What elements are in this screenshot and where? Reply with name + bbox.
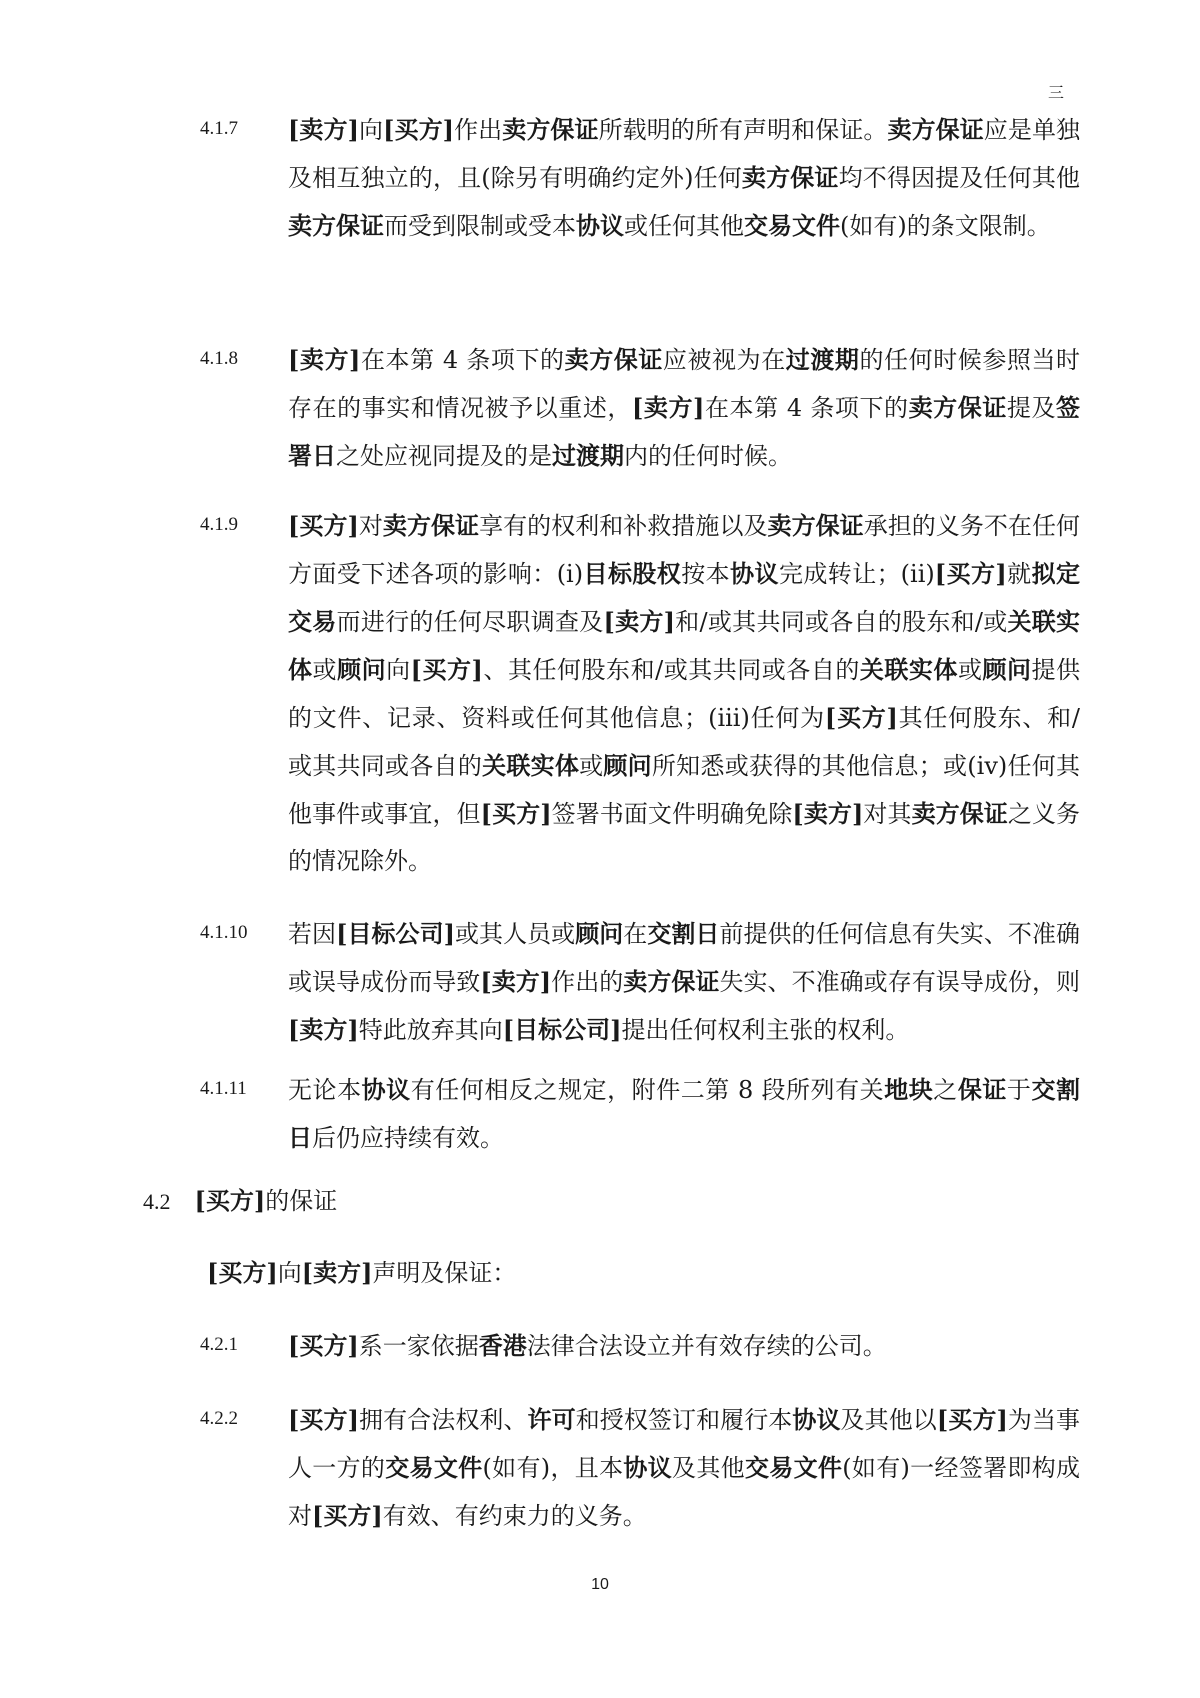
section-intro: [买方]向[卖方]声明及保证：	[207, 1258, 517, 1287]
clause-number: 4.1.9	[200, 514, 238, 535]
clause-number: 4.1.7	[200, 118, 238, 139]
section-number: 4.2	[143, 1189, 171, 1214]
clause-number: 4.1.8	[200, 348, 238, 369]
clause-4-2-2	[200, 1396, 1080, 1540]
header-mark: 三	[1048, 83, 1065, 102]
clause-4-1-8	[200, 336, 1080, 480]
clause-text: 若因[目标公司]或其人员或顾问在交割日前提供的任何信息有失实、不准确或误导成份而导致[卖方]作出的卖方保证失实、不准确或存有误导成份，则[卖方]特此放弃其向[目标公司]提出任何权利主张的权利。	[288, 919, 1081, 1044]
clause-4-1-10	[200, 910, 1080, 1054]
page-number: 10	[591, 1576, 609, 1593]
clause-text: [卖方]向[买方]作出卖方保证所载明的所有声明和保证。卖方保证应是单独及相互独立的，且(除另有明确约定外)任何卖方保证均不得因提及任何其他卖方保证而受到限制或受本协议或任何其他交易文件(如有)的条文限制。	[288, 115, 1081, 240]
clause-4-1-7	[200, 106, 1080, 250]
clause-number: 4.1.10	[200, 922, 248, 943]
clause-4-2-1	[200, 1322, 1080, 1370]
clause-text: [买方]拥有合法权利、许可和授权签订和履行本协议及其他以[买方]为当事人一方的交易文件(如有)，且本协议及其他交易文件(如有)一经签署即构成对[买方]有效、有约束力的义务。	[288, 1405, 1081, 1530]
clause-text: 无论本协议有任何相反之规定，附件二第 8 段所列有关地块之保证于交割日后仍应持续有效。	[288, 1075, 1081, 1152]
section-title: [买方]的保证	[194, 1186, 338, 1215]
clause-number: 4.2.2	[200, 1408, 238, 1429]
clause-text: [买方]系一家依据香港法律合法设立并有效存续的公司。	[288, 1331, 887, 1360]
clause-number: 4.2.1	[200, 1334, 238, 1355]
clause-4-1-9	[200, 502, 1080, 885]
clause-4-1-11	[200, 1066, 1080, 1162]
section-heading-4-2	[143, 1178, 337, 1225]
clause-text: [卖方]在本第 4 条项下的卖方保证应被视为在过渡期的任何时候参照当时存在的事实和情况被予以重述，[卖方]在本第 4 条项下的卖方保证提及签署日之处应视同提及的是过渡期内的任何时候。	[288, 345, 1081, 470]
clause-text: [买方]对卖方保证享有的权利和补救措施以及卖方保证承担的义务不在任何方面受下述各项的影响：(i)目标股权按本协议完成转让；(ii)[买方]就拟定交易而进行的任何尽职调查及[卖方]和/或其共同或各自的股东和/或关联实体或顾问向[买方]、其任何股东和/或其共同或各自的关联实体或顾问提供的文件、记录、资料或任何其他信息；(iii)任何为[买方]其任何股东、和/或其共同或各自的关联实体或顾问所知悉或获得的其他信息；或(iv)任何其他事件或事宜，但[买方]签署书面文件明确免除[卖方]对其卖方保证之义务的情况除外。	[288, 511, 1081, 875]
clause-number: 4.1.11	[200, 1078, 247, 1099]
